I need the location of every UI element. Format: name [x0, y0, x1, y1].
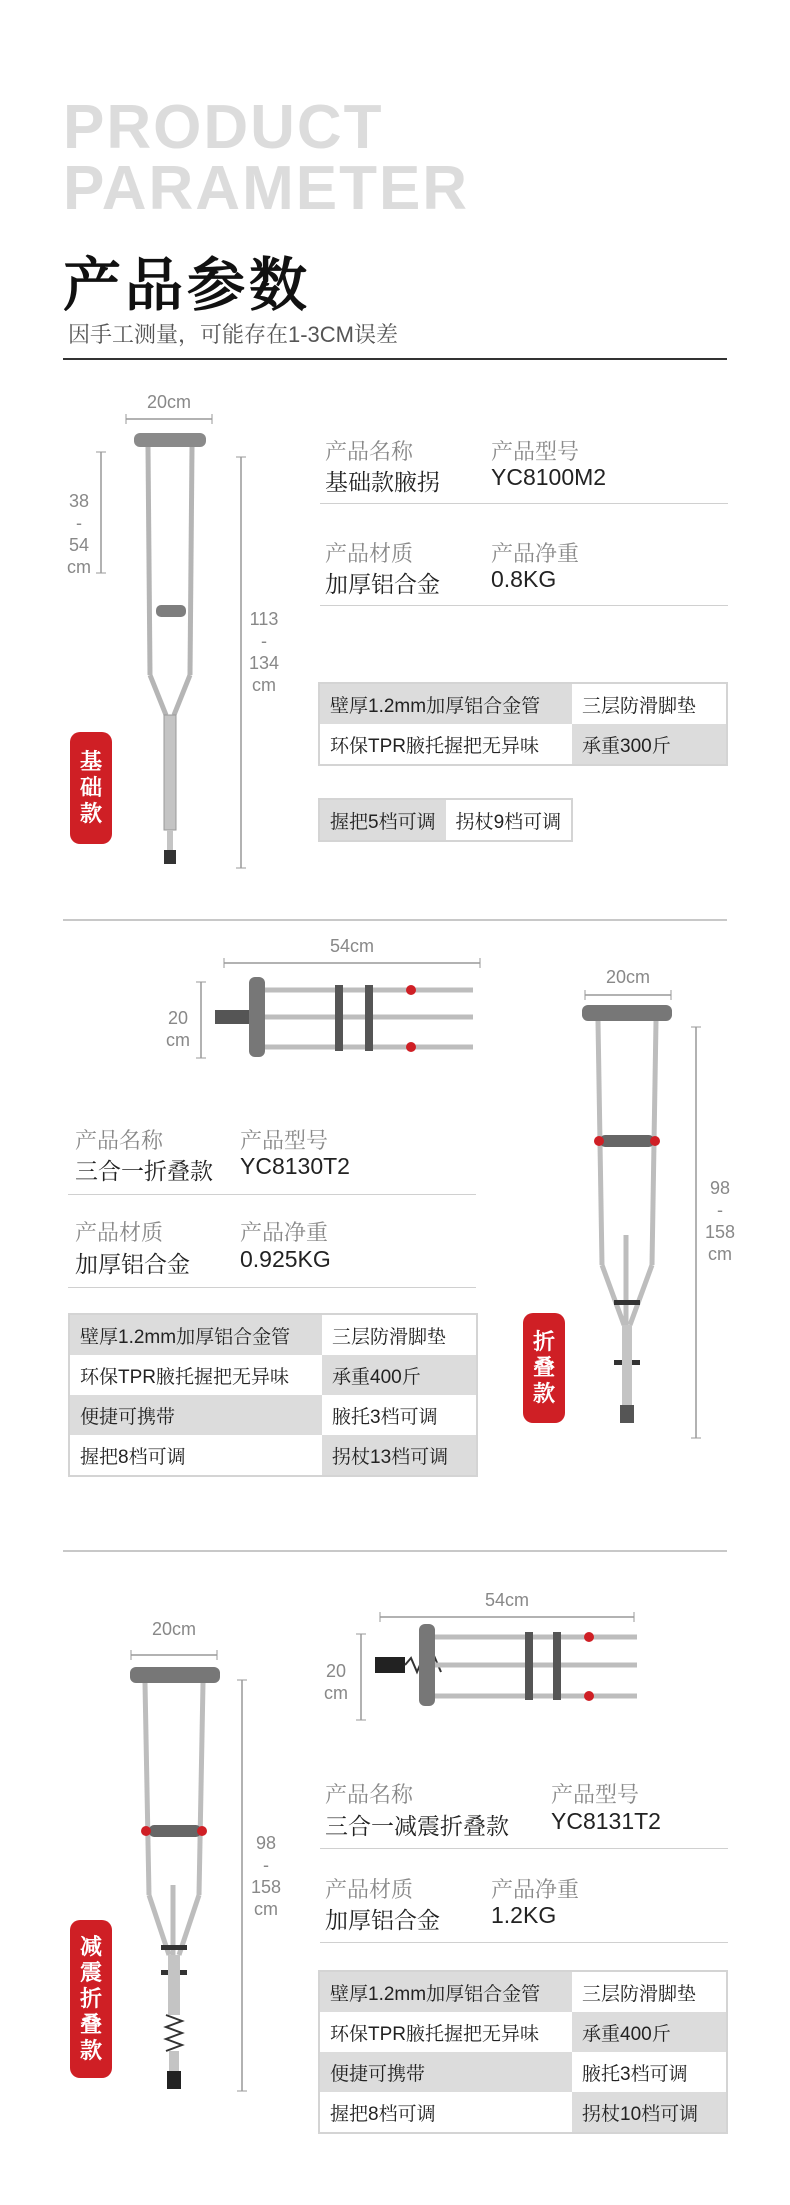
- model-value: YC8130T2: [240, 1153, 350, 1179]
- material-label: 产品材质: [325, 1877, 414, 1902]
- badge-folding: 折叠款: [523, 1313, 565, 1423]
- spec-divider: [320, 605, 728, 606]
- crutch-shock-image: [125, 1655, 225, 2105]
- weight-label: 产品净重: [240, 1220, 329, 1245]
- weight-label: 产品净重: [491, 1877, 580, 1902]
- dim-folded-height-unit: cm: [166, 1030, 190, 1050]
- weight-value: 0.925KG: [240, 1246, 331, 1272]
- dim-height-from: 98: [255, 1833, 277, 1853]
- material-value: 加厚铝合金: [325, 1907, 440, 1933]
- name-value: 基础款腋拐: [325, 469, 440, 495]
- dim-folded-length-label: 54cm: [484, 1590, 529, 1610]
- dim-line-width: [583, 990, 673, 1000]
- dim-width-label: 20cm: [151, 1619, 196, 1639]
- weight-label: 产品净重: [491, 541, 580, 566]
- folded-crutch-image: [215, 975, 485, 1065]
- feature-cell: 腋托3档可调: [572, 2052, 726, 2092]
- feature-cell: 三层防滑脚垫: [572, 1972, 726, 2012]
- spec-divider: [320, 1848, 728, 1849]
- feature-cell: 壁厚1.2mm加厚铝合金管: [320, 1972, 572, 2012]
- spec-divider: [68, 1287, 476, 1288]
- feature-table: [318, 682, 728, 766]
- feature-cell: 拐杖13档可调: [322, 1435, 476, 1475]
- adjust-pills: [318, 798, 573, 842]
- dim-height-unit: cm: [254, 1899, 278, 1919]
- dim-folded-height-value: 20: [167, 1008, 189, 1028]
- dim-line-folded-height: [356, 1632, 366, 1722]
- dim-folded-height-label: [160, 1007, 196, 1051]
- feature-cell: 拐杖10档可调: [572, 2092, 726, 2132]
- feature-cell: 便捷可携带: [70, 1395, 322, 1435]
- pill-crutch: 拐杖9档可调: [446, 800, 572, 840]
- dim-width-label: 20cm: [146, 392, 191, 412]
- dim-height-to: 134: [248, 653, 280, 673]
- feature-table: [68, 1313, 478, 1477]
- spec-divider: [68, 1194, 476, 1195]
- dim-line-width: [124, 414, 214, 424]
- page-subtitle: 因手工测量，可能存在1-3CM误差: [68, 322, 399, 347]
- dim-line-folded-length: [222, 958, 482, 968]
- title-en-line1: PRODUCT: [63, 93, 384, 162]
- crutch-basic-image: [120, 415, 220, 875]
- section-divider: [63, 919, 727, 921]
- feature-cell: 承重300斤: [572, 724, 726, 764]
- name-value: 三合一减震折叠款: [325, 1813, 509, 1839]
- feature-cell: 环保TPR腋托握把无异味: [70, 1355, 322, 1395]
- model-label: 产品型号: [240, 1128, 329, 1153]
- dim-height-from: 113: [249, 609, 279, 629]
- crutch-folding-image: [580, 995, 680, 1445]
- model-value: YC8100M2: [491, 464, 607, 490]
- pill-grip: 握把5档可调: [320, 800, 446, 840]
- feature-cell: 腋托3档可调: [322, 1395, 476, 1435]
- feature-table: [318, 1970, 728, 2134]
- feature-cell: 承重400斤: [322, 1355, 476, 1395]
- dim-upper-dash: -: [76, 513, 82, 533]
- dim-folded-height-unit: cm: [324, 1683, 348, 1703]
- material-label: 产品材质: [75, 1220, 164, 1245]
- dim-upper-unit: cm: [67, 557, 91, 577]
- feature-cell: 壁厚1.2mm加厚铝合金管: [320, 684, 572, 724]
- spec-divider: [320, 1942, 728, 1943]
- dim-height-unit: cm: [708, 1244, 732, 1264]
- dim-upper-label: [60, 490, 98, 578]
- dim-upper-from: 38: [68, 491, 90, 511]
- spec-divider: [320, 503, 728, 504]
- dim-folded-height-label: [318, 1660, 354, 1704]
- dim-width-label: 20cm: [605, 967, 650, 987]
- weight-value: 1.2KG: [491, 1902, 557, 1928]
- feature-cell: 壁厚1.2mm加厚铝合金管: [70, 1315, 322, 1355]
- name-label: 产品名称: [325, 439, 414, 464]
- dim-height-label: [244, 608, 284, 696]
- folded-crutch-image: [375, 1622, 645, 1712]
- dim-height-to: 158: [250, 1877, 282, 1897]
- feature-cell: 环保TPR腋托握把无异味: [320, 2012, 572, 2052]
- dim-height-to: 158: [704, 1222, 736, 1242]
- dim-height-unit: cm: [252, 675, 276, 695]
- material-value: 加厚铝合金: [325, 571, 440, 597]
- feature-cell: 三层防滑脚垫: [322, 1315, 476, 1355]
- feature-cell: 握把8档可调: [320, 2092, 572, 2132]
- model-value: YC8131T2: [551, 1808, 661, 1834]
- name-label: 产品名称: [325, 1782, 414, 1807]
- material-value: 加厚铝合金: [75, 1251, 190, 1277]
- feature-cell: 环保TPR腋托握把无异味: [320, 724, 572, 764]
- dim-height-from: 98: [709, 1178, 731, 1198]
- dim-folded-length-label: 54cm: [329, 936, 374, 956]
- dim-height-dash: -: [263, 1855, 269, 1875]
- dim-height-label: [700, 1177, 740, 1265]
- name-value: 三合一折叠款: [75, 1158, 213, 1184]
- badge-basic: 基础款: [70, 732, 112, 844]
- weight-value: 0.8KG: [491, 566, 557, 592]
- feature-cell: 承重400斤: [572, 2012, 726, 2052]
- feature-cell: 三层防滑脚垫: [572, 684, 726, 724]
- dim-folded-height-value: 20: [325, 1661, 347, 1681]
- name-label: 产品名称: [75, 1128, 164, 1153]
- model-label: 产品型号: [491, 439, 580, 464]
- dim-line-folded-length: [378, 1612, 636, 1622]
- dim-height-label: [246, 1832, 286, 1920]
- feature-cell: 握把8档可调: [70, 1435, 322, 1475]
- dim-line-width: [129, 1650, 219, 1660]
- material-label: 产品材质: [325, 541, 414, 566]
- header-divider: [63, 358, 727, 360]
- dim-height-dash: -: [261, 631, 267, 651]
- title-en-line2: PARAMETER: [63, 154, 470, 223]
- model-label: 产品型号: [551, 1782, 640, 1807]
- badge-shock-folding: 减震折叠款: [70, 1920, 112, 2078]
- section-divider: [63, 1550, 727, 1552]
- dim-line-folded-height: [196, 980, 206, 1060]
- dim-height-dash: -: [717, 1200, 723, 1220]
- dim-upper-to: 54: [68, 535, 90, 555]
- feature-cell: 便捷可携带: [320, 2052, 572, 2092]
- page-title: 产品参数: [63, 251, 312, 319]
